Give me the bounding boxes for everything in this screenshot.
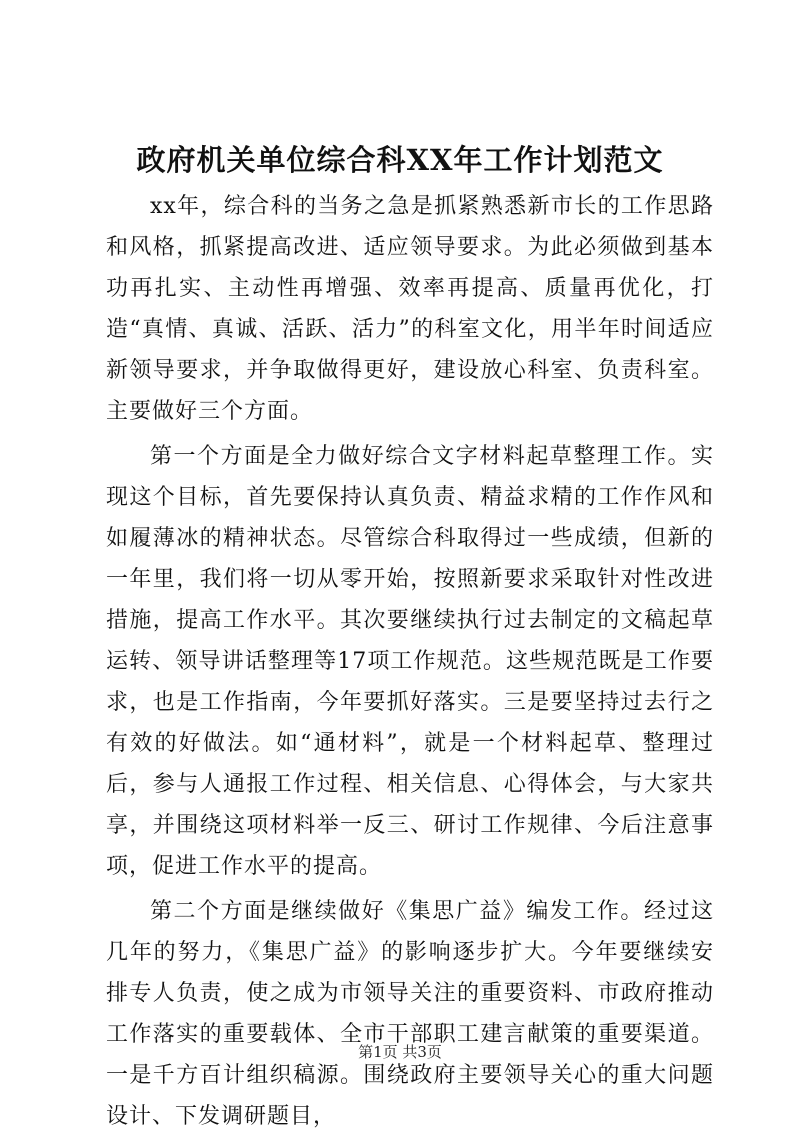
page-footer xyxy=(0,1042,800,1062)
paragraph-1: xx年，综合科的当务之急是抓紧熟悉新市长的工作思路和风格，抓紧提高改进、适应领导要求。为此必须做到基本功再扎实、主动性再增强、效率再提高、质量再优化，打造“真情、真诚、活跃、活力”的科室文化，用半年时间适应新领导要求，并争取做得更好，建设放心科室、负责科室。主要做好三个方面。 xyxy=(106,194,714,424)
document-body xyxy=(106,186,714,1137)
paragraph-2: 第一个方面是全力做好综合文字材料起草整理工作。实现这个目标，首先要保持认真负责、精益求精的工作作风和如履薄冰的精神状态。尽管综合科取得过一些成绩，但新的一年里，我们将一切从零开始，按照新要求采取针对性改进措施，提高工作水平。其次要继续执行过去制定的文稿起草运转、领导讲话整理等17项工作规范。这些规范既是工作要求，也是工作指南，今年要抓好落实。三是要坚持过去行之有效的好做法。如“通材料”，就是一个材料起草、整理过后，参与人通报工作过程、相关信息、心得体会，与大家共享，并围绕这项材料举一反三、研讨工作规律、今后注意事项，促进工作水平的提高。 xyxy=(106,444,714,879)
document-title: 政府机关单位综合科XX年工作计划范文 xyxy=(136,143,664,177)
paragraph-3: 第二个方面是继续做好《集思广益》编发工作。经过这几年的努力，《集思广益》的影响逐步扩大。今年要继续安排专人负责，使之成为市领导关注的重要资料、市政府推动工作落实的重要载体、全市干部职工建言献策的重要渠道。一是千方百计组织稿源。围绕政府主要领导关心的重大问题设计、下发调研题目， xyxy=(106,899,714,1129)
page-number-label: 第1页 共3页 xyxy=(358,1043,442,1061)
